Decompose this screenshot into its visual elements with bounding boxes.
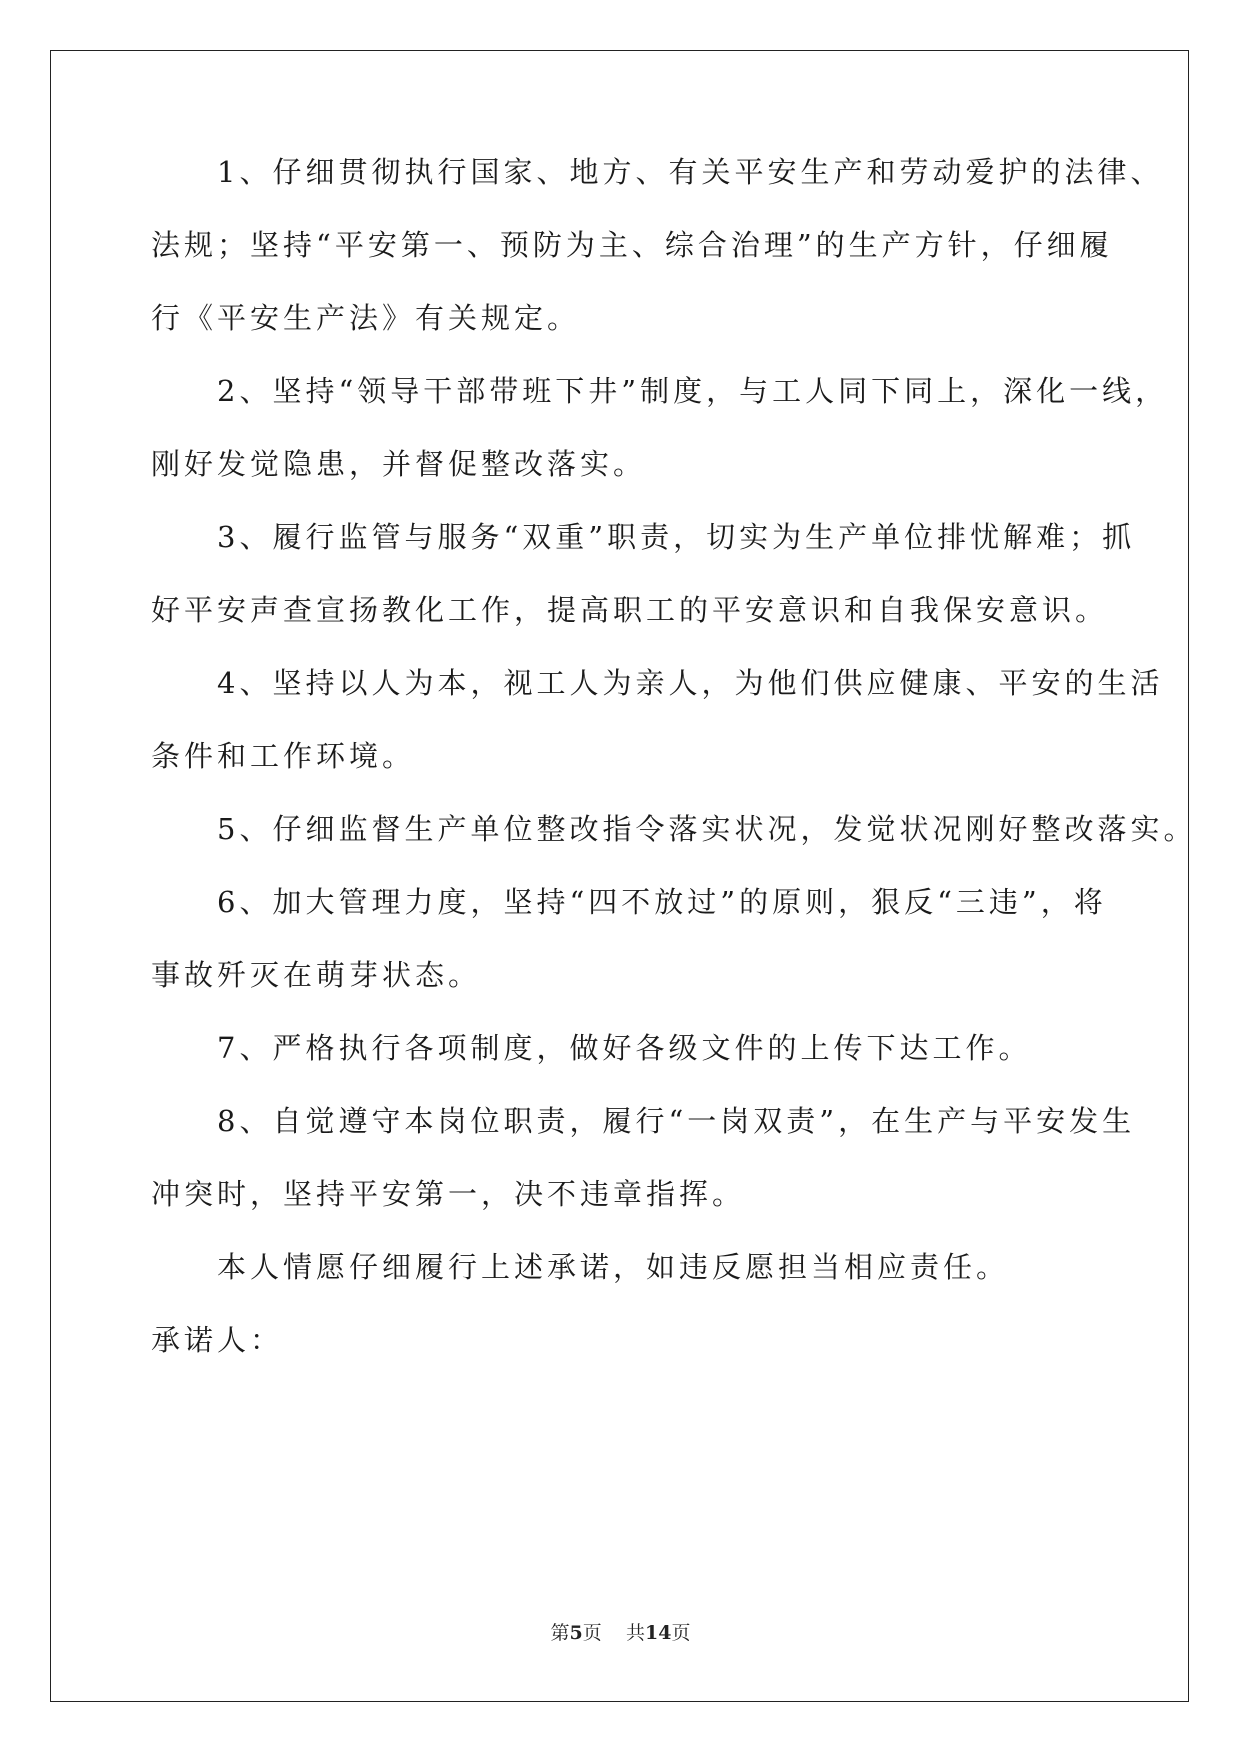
text-line: 行《平安生产法》有关规定。 [151, 301, 581, 335]
text-line: 条件和工作环境。 [151, 739, 416, 773]
footer-page-suffix: 页 [582, 1622, 602, 1644]
text-line: 6、加大管理力度，坚持“四不放过”的原则，狠反“三违”，将 [151, 885, 1107, 919]
page-number: 5 [569, 1622, 583, 1644]
text-line: 冲突时，坚持平安第一，决不违章指挥。 [151, 1177, 746, 1211]
footer-total-prefix: 共 [625, 1622, 645, 1644]
footer-prefix: 第 [550, 1622, 570, 1644]
text-line: 3、履行监管与服务“双重”职责，切实为生产单位排忧解难；抓 [151, 520, 1136, 554]
text-line: 好平安声查宣扬教化工作，提高职工的平安意识和自我保安意识。 [151, 593, 1109, 627]
signature-label: 承诺人： [151, 1323, 284, 1357]
page-footer [0, 1618, 1241, 1645]
text-line: 法规；坚持“平安第一、预防为主、综合治理”的生产方针，仔细履 [151, 228, 1113, 262]
text-line: 8、自觉遵守本岗位职责，履行“一岗双责”，在生产与平安发生 [151, 1104, 1136, 1138]
text-line: 本人情愿仔细履行上述承诺，如违反愿担当相应责任。 [151, 1250, 1010, 1284]
total-pages: 14 [644, 1622, 672, 1644]
text-line: 刚好发觉隐患，并督促整改落实。 [151, 447, 647, 481]
text-line: 4、坚持以人为本，视工人为亲人，为他们供应健康、平安的生活 [151, 666, 1164, 700]
text-line: 7、严格执行各项制度，做好各级文件的上传下达工作。 [151, 1031, 1032, 1065]
footer-total-suffix: 页 [671, 1622, 691, 1644]
text-line: 1、仔细贯彻执行国家、地方、有关平安生产和劳动爱护的法律、 [151, 155, 1164, 189]
text-line: 事故歼灭在萌芽状态。 [151, 958, 482, 992]
text-line: 2、坚持“领导干部带班下井”制度，与工人同下同上，深化一线， [151, 374, 1169, 408]
text-line: 5、仔细监督生产单位整改指令落实状况，发觉状况刚好整改落实。 [151, 812, 1197, 846]
